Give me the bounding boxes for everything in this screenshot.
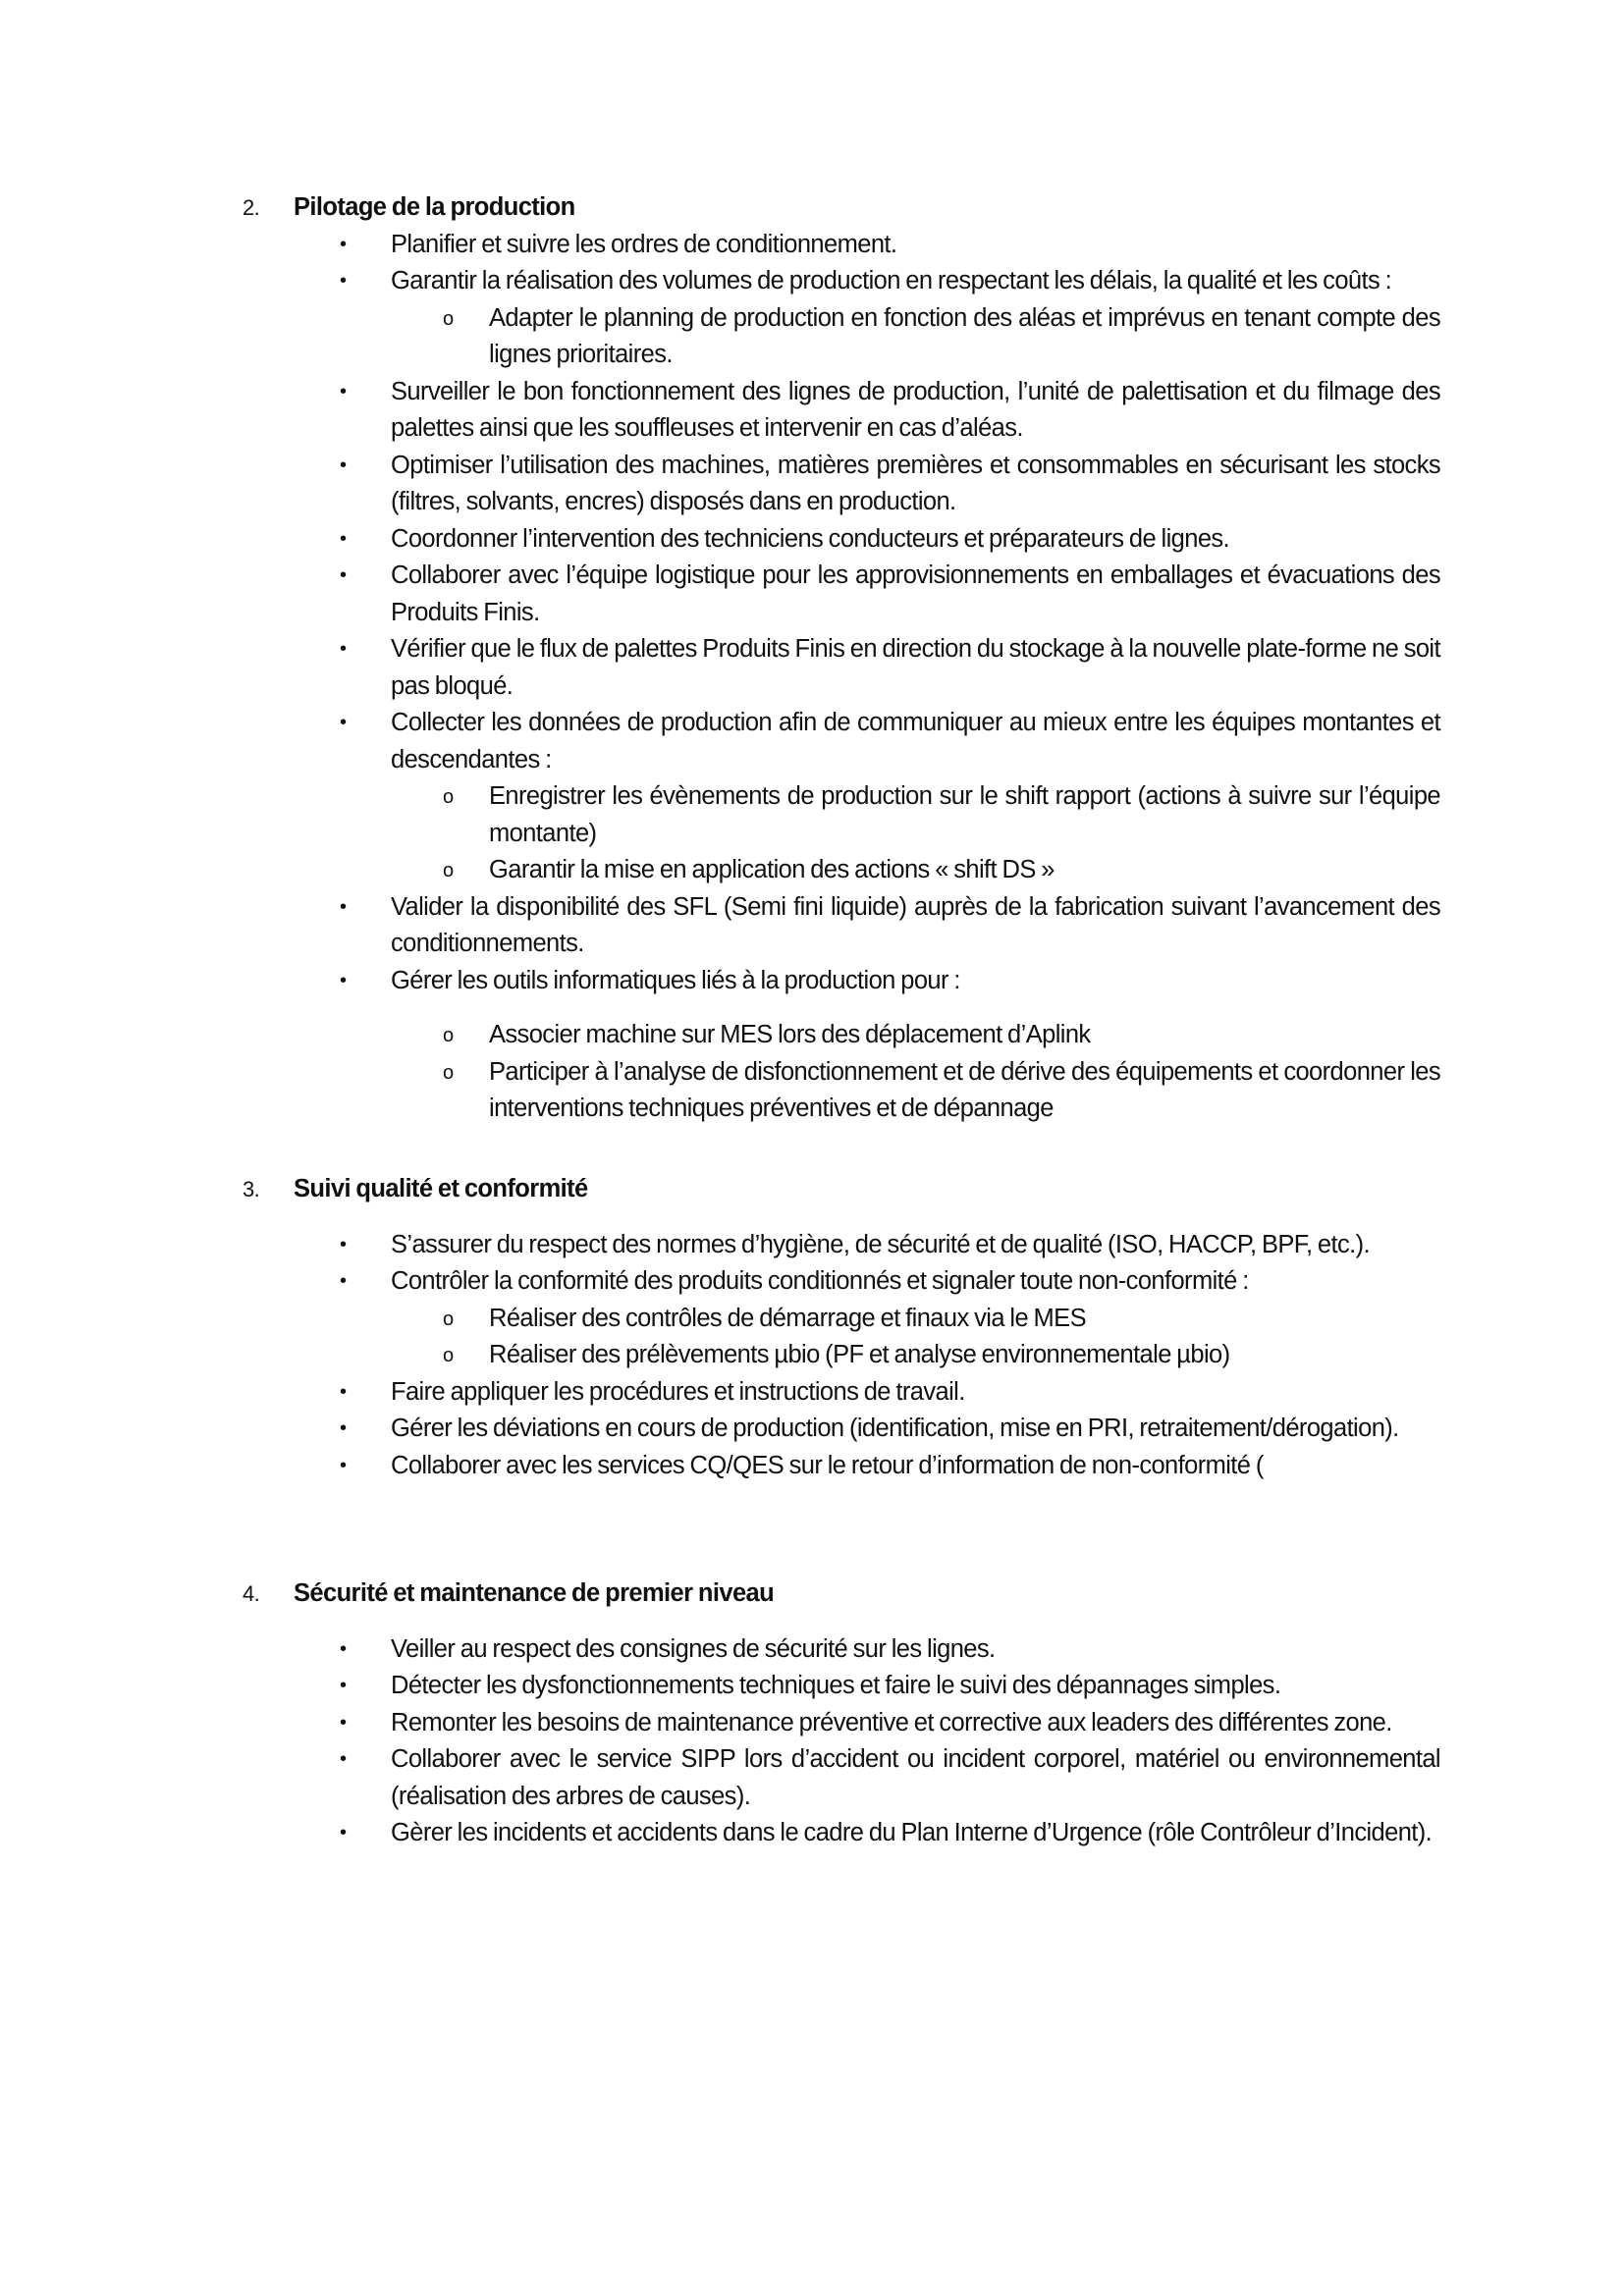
bullet-icon: •: [340, 1454, 347, 1476]
section-heading: [243, 189, 1440, 227]
section-title: Suivi qualité et conformité: [294, 1175, 588, 1202]
bullet-icon: •: [340, 1380, 347, 1403]
list-item: [243, 889, 1440, 963]
item-text: Vérifier que le flux de palettes Produits Finis en direction du stockage à la nouvelle plate-forme ne soit pas bloqué.: [391, 635, 1440, 700]
list-item: [243, 1374, 1440, 1412]
section-title: Pilotage de la production: [294, 193, 575, 221]
bullet-icon: •: [340, 380, 347, 402]
subitem-text: Réaliser des contrôles de démarrage et finaux via le MES: [489, 1304, 1086, 1332]
list-item: [243, 1631, 1440, 1669]
list-item: [243, 558, 1440, 631]
item-text: Optimiser l’utilisation des machines, matières premières et consommables en sécurisant les stocks (filtres, solvants, encres) disposés dans en production.: [391, 451, 1440, 515]
item-text: S’assurer du respect des normes d’hygiène, de sécurité et de qualité (ISO, HACCP, BPF, etc.).: [391, 1230, 1370, 1258]
bullet-icon: •: [340, 454, 347, 476]
bullet-icon: •: [340, 712, 347, 733]
item-text: Collecter les données de production afin de communiquer au mieux entre les équipes montantes et descendantes :: [391, 709, 1440, 774]
list-item: [243, 631, 1440, 705]
item-text: Collaborer avec l’équipe logistique pour les approvisionnements en emballages et évacuations des Produits Finis.: [391, 561, 1440, 626]
bullet-icon: •: [340, 1675, 347, 1696]
sub-list-item: [243, 1337, 1440, 1374]
bullet-icon: •: [340, 895, 347, 918]
list-item: [243, 1705, 1440, 1742]
list-item: [243, 963, 1440, 1000]
item-text: Surveiller le bon fonctionnement des lignes de production, l’unité de palettisation et du filmage des palettes ainsi que les souffleuses et intervenir en cas d’aléas.: [391, 377, 1440, 442]
list-item: [243, 1227, 1440, 1264]
sub-list-item: [243, 1017, 1440, 1054]
item-text: Valider la disponibilité des SFL (Semi fini liquide) auprès de la fabrication suivant l’avancement des conditionnements.: [391, 892, 1440, 957]
item-text: Garantir la réalisation des volumes de production en respectant les délais, la qualité et les coûts :: [391, 267, 1392, 294]
bullet-icon: •: [340, 1233, 347, 1255]
circle-bullet-icon: o: [443, 860, 454, 881]
item-text: Contrôler la conformité des produits conditionnés et signaler toute non-conformité :: [391, 1267, 1249, 1295]
item-text: Détecter les dysfonctionnements techniques et faire le suivi des dépannages simples.: [391, 1672, 1281, 1699]
circle-bullet-icon: o: [443, 1345, 454, 1366]
sub-list-item: [243, 1301, 1440, 1338]
bullet-icon: •: [340, 1748, 347, 1770]
list-item: [243, 1741, 1440, 1815]
list-item: [243, 521, 1440, 559]
bullet-icon: •: [340, 270, 347, 292]
item-text: Faire appliquer les procédures et instructions de travail.: [391, 1377, 965, 1406]
section-title: Sécurité et maintenance de premier niveau: [294, 1579, 775, 1607]
section-qualite: [243, 1171, 1440, 1484]
circle-bullet-icon: o: [443, 307, 454, 330]
subitem-text: Associer machine sur MES lors des déplacement d’Aplink: [489, 1021, 1091, 1048]
list-item: [243, 448, 1440, 521]
circle-bullet-icon: o: [443, 1308, 454, 1330]
sub-list-item: [243, 778, 1440, 852]
bullet-icon: •: [340, 527, 347, 550]
item-text: Gèrer les incidents et accidents dans le cadre du Plan Interne d’Urgence (rôle Contrôleur d’Incident).: [391, 1819, 1433, 1846]
item-text: Planifier et suivre les ordres de conditionnement.: [391, 230, 897, 258]
bullet-icon: •: [340, 638, 347, 660]
sub-list-item: [243, 852, 1440, 889]
section-pilotage: [243, 189, 1440, 1128]
subitem-text: Enregistrer les évènements de production sur le shift rapport (actions à suivre sur l’équipe montante): [489, 782, 1440, 847]
section-number: 4.: [243, 1581, 260, 1606]
bullet-icon: •: [340, 1822, 347, 1843]
bullet-icon: •: [340, 233, 347, 255]
subitem-text: Participer à l’analyse de disfonctionnement et de dérive des équipements et coordonner les interventions techniques préventives et de dépannage: [489, 1057, 1440, 1122]
circle-bullet-icon: o: [443, 1061, 454, 1084]
section-heading: [243, 1575, 1440, 1613]
bullet-icon: •: [340, 564, 347, 586]
subitem-text: Réaliser des prélèvements µbio (PF et analyse environnementale µbio): [489, 1341, 1230, 1368]
item-text: Coordonner l’intervention des techniciens conducteurs et préparateurs de lignes.: [391, 524, 1230, 553]
bullet-icon: •: [340, 1711, 347, 1734]
list-item: [243, 1815, 1440, 1852]
bullet-icon: •: [340, 969, 347, 991]
section-number: 2.: [243, 195, 260, 220]
section-securite: [243, 1575, 1440, 1852]
subitem-text: Adapter le planning de production en fonction des aléas et imprévus en tenant compte des lignes prioritaires.: [489, 303, 1440, 368]
circle-bullet-icon: o: [443, 786, 454, 808]
bullet-icon: •: [340, 1270, 347, 1292]
list-item: [243, 1448, 1440, 1485]
section-heading: [243, 1171, 1440, 1208]
item-text: Gérer les déviations en cours de production (identification, mise en PRI, retraitement/dérogation).: [391, 1415, 1399, 1442]
item-text: Collaborer avec les services CQ/QES sur le retour d’information de non-conformité (: [391, 1451, 1264, 1479]
list-item: [243, 263, 1440, 300]
bullet-icon: •: [340, 1637, 347, 1660]
list-item: [243, 227, 1440, 264]
item-text: Veiller au respect des consignes de sécurité sur les lignes.: [391, 1634, 996, 1663]
list-item: [243, 1263, 1440, 1301]
section-number: 3.: [243, 1177, 260, 1201]
subitem-text: Garantir la mise en application des actions « shift DS »: [489, 856, 1055, 883]
sub-list-item: [243, 300, 1440, 374]
list-item: [243, 1668, 1440, 1705]
item-text: Gérer les outils informatiques liés à la production pour :: [391, 966, 960, 994]
list-item: [243, 1411, 1440, 1448]
list-item: [243, 374, 1440, 448]
bullet-icon: •: [340, 1417, 347, 1439]
list-item: [243, 705, 1440, 778]
sub-list-item: [243, 1054, 1440, 1128]
circle-bullet-icon: o: [443, 1025, 454, 1046]
item-text: Collaborer avec le service SIPP lors d’accident ou incident corporel, matériel ou environnemental (réalisation des arbres de causes).: [391, 1745, 1440, 1810]
item-text: Remonter les besoins de maintenance préventive et corrective aux leaders des différentes zone.: [391, 1708, 1392, 1736]
